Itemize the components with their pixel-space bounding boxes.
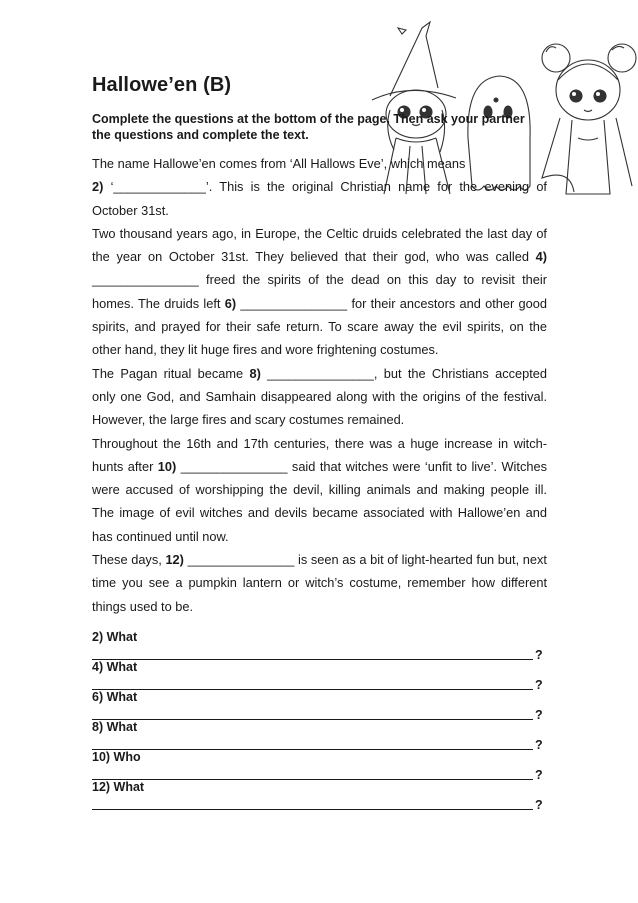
- paragraph-1-rest: . This is the original Christian name for the evening of October 31st.: [92, 179, 547, 218]
- paragraph-1-intro: The name Hallowe’en comes from ‘All Hallows Eve’, which means: [92, 156, 466, 171]
- paragraph-1: [92, 152, 547, 222]
- question-item: [92, 720, 547, 750]
- gap-10-number: 10): [157, 458, 177, 474]
- question-mark: ?: [535, 768, 543, 782]
- girl-cape: [542, 118, 632, 192]
- question-label: 6) What: [92, 690, 138, 704]
- question-item: [92, 630, 547, 660]
- gap-2-number: 2): [92, 179, 104, 195]
- question-item: [92, 660, 547, 690]
- paragraph-5-part-b: is seen as a bit of light-hearted fun but, next time you see a pumpkin lantern or witch’s costume, remember how different things used to be.: [92, 552, 547, 614]
- gap-8-number: 8): [249, 365, 261, 381]
- paragraph-5: [92, 548, 547, 618]
- gap-12-number: 12): [165, 552, 184, 568]
- gap-8-blank: _______________: [267, 365, 374, 381]
- question-mark: ?: [535, 798, 543, 812]
- gap-10-blank: _______________: [180, 458, 288, 474]
- question-label: 8) What: [92, 720, 138, 734]
- gap-6-number: 6): [224, 295, 237, 311]
- paragraph-3: [92, 362, 547, 432]
- instructions: Complete the questions at the bottom of the page. Then ask your partner the questions and complete the text.: [92, 112, 525, 142]
- paragraph-2-part-c: for their ancestors and other good spirits, and prayed for their safe return. To scare away the evil spirits, on the other hand, they lit huge fires and wore frightening costumes.: [92, 295, 548, 358]
- question-mark: ?: [535, 738, 543, 752]
- question-item: [92, 750, 547, 780]
- paragraph-2: [92, 222, 547, 362]
- paragraph-3-part-b: , but the Christians accepted only one God, and Samhain disappeared along with the origins of the festival. However, the large fires and scary costumes remained.: [92, 365, 548, 428]
- girl-hair-bun-right: [608, 44, 636, 72]
- gap-6-blank: _______________: [240, 295, 348, 311]
- paragraph-2-part-b: freed the spirits of the dead on this day to revisit their homes. The druids left: [92, 272, 547, 311]
- paragraph-3-part-a: The Pagan ritual became: [92, 365, 244, 381]
- question-item: [92, 690, 547, 720]
- question-label: 12) What: [92, 780, 145, 794]
- question-mark: ?: [535, 678, 543, 692]
- reading-text: [92, 152, 547, 618]
- question-list: [92, 630, 547, 810]
- question-item: [92, 780, 547, 810]
- gap-4-number: 4): [535, 249, 547, 265]
- question-mark: ?: [535, 708, 543, 722]
- gap-4-blank: _______________: [92, 272, 199, 288]
- paragraph-4-part-b: said that witches were ‘unfit to live’. Witches were accused of worshipping the devil, killing animals and making people ill. The image of evil witches and devils became associated with Hallowe’en and has continued until now.: [92, 458, 547, 544]
- witch-hat-icon: [390, 22, 438, 96]
- answer-line[interactable]: [92, 809, 533, 810]
- worksheet-title: Hallowe’en (B): [92, 74, 232, 96]
- paragraph-4: [92, 432, 547, 548]
- question-label: 2) What: [92, 630, 138, 644]
- paragraph-2-part-a: Two thousand years ago, in Europe, the Celtic druids celebrated the last day of the year on October 31st. They believed that their god, who was called: [92, 225, 547, 265]
- question-label: 4) What: [92, 660, 138, 674]
- question-label: 10) Who: [92, 750, 141, 764]
- paragraph-5-part-a: These days,: [92, 552, 162, 568]
- gap-2-blank: ‘_____________’: [110, 179, 209, 195]
- gap-12-blank: _______________: [187, 552, 295, 568]
- question-mark: ?: [535, 648, 543, 662]
- paragraph-4-part-a: Throughout the 16th and 17th centuries, there was a huge increase in witch-hunts after: [92, 435, 547, 474]
